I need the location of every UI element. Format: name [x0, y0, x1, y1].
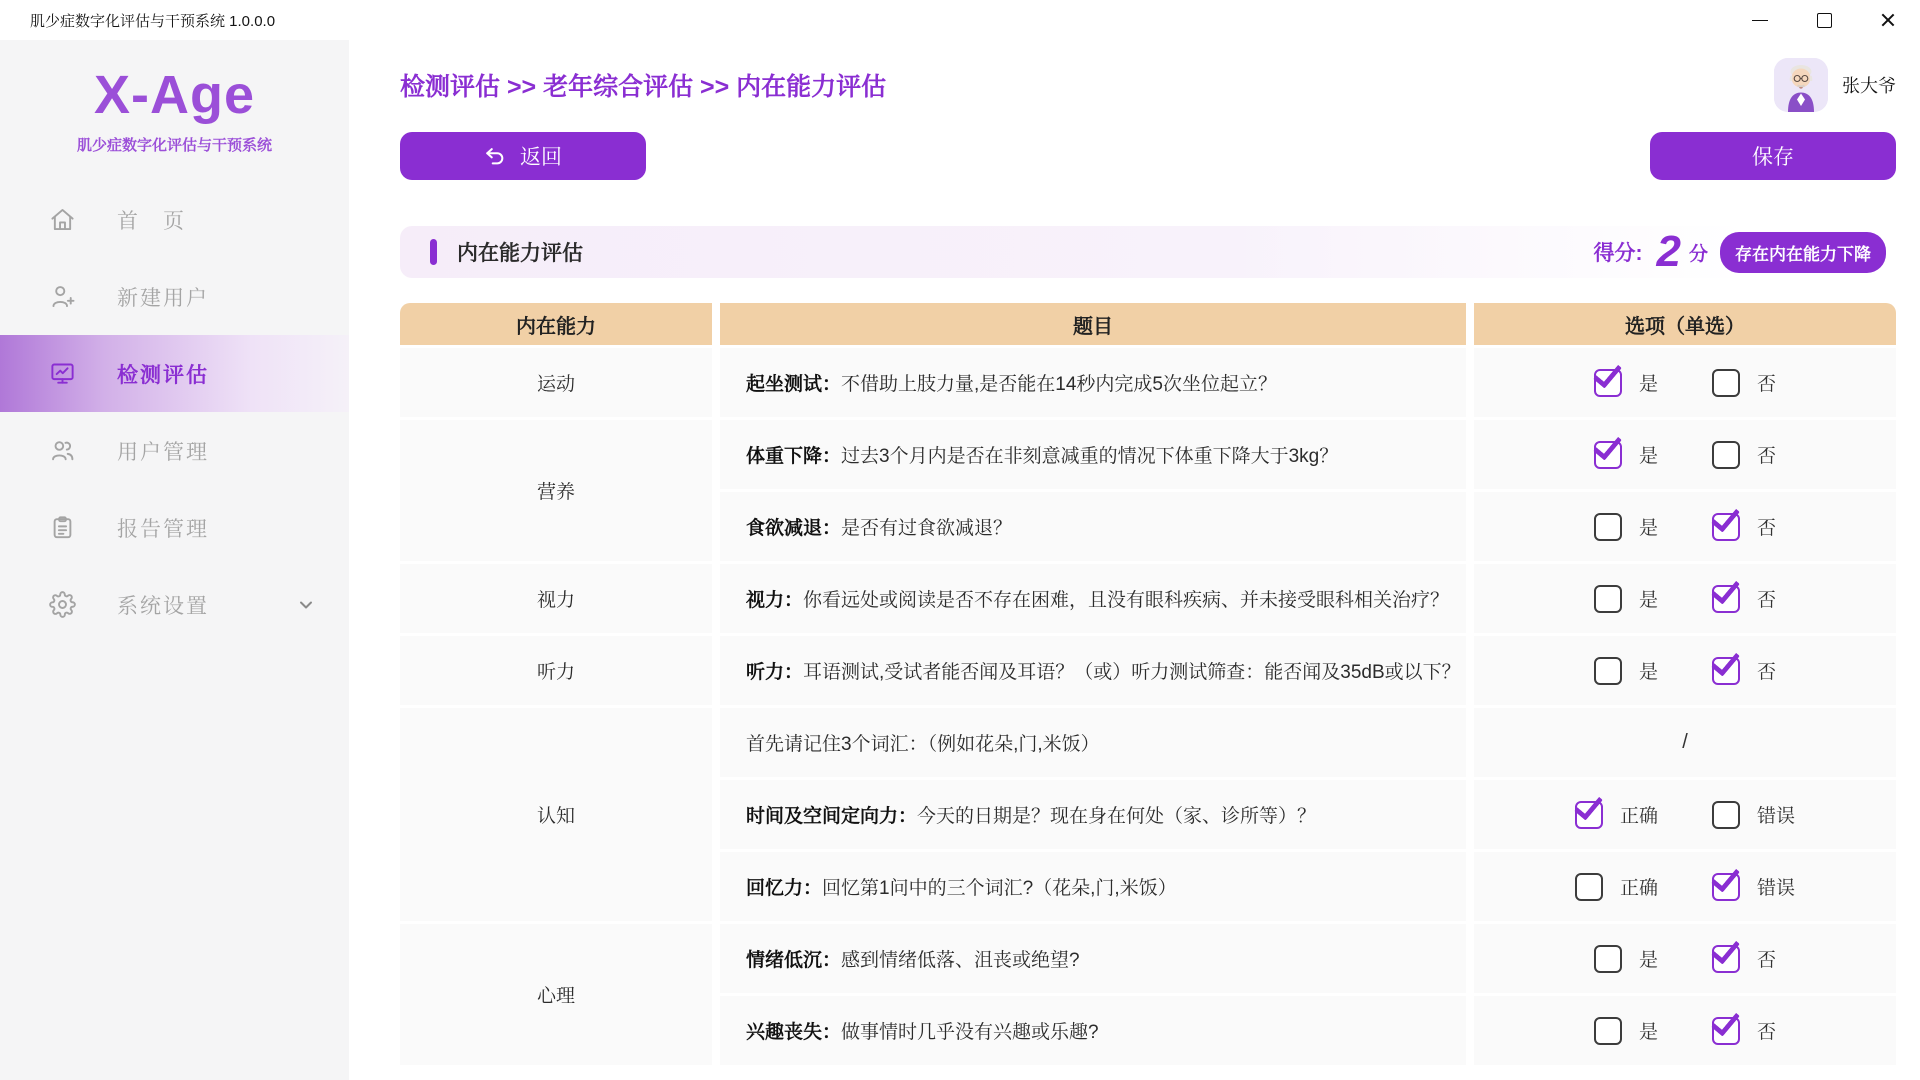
checkbox-correct[interactable]: [1575, 873, 1603, 901]
question-cell: [720, 708, 1466, 777]
back-button-label: 返回: [520, 146, 562, 169]
question-prefix: 情绪低沉：: [746, 950, 842, 971]
checkbox-correct[interactable]: [1575, 801, 1603, 829]
sidebar: [0, 40, 349, 1080]
back-button[interactable]: [400, 132, 646, 180]
category-cell: 心理: [400, 924, 712, 1065]
checkbox-yes[interactable]: [1594, 945, 1622, 973]
option-wrong[interactable]: 错误: [1712, 873, 1795, 901]
question-text: 耳语测试,受试者能否闻及耳语？（或）听力测试筛查：能否闻及35dB或以下？: [803, 662, 1461, 683]
option-yes[interactable]: 是: [1594, 945, 1658, 973]
option-correct[interactable]: 正确: [1575, 873, 1658, 901]
column-header-question: 题目: [720, 303, 1466, 345]
question-cell: [720, 564, 1466, 633]
checkbox-no[interactable]: [1712, 585, 1740, 613]
options-cell: [1474, 924, 1896, 993]
checkbox-no[interactable]: [1712, 657, 1740, 685]
question-prefix: 体重下降：: [746, 446, 842, 467]
option-yes[interactable]: 是: [1594, 513, 1658, 541]
users-icon: [49, 437, 76, 464]
app-logo-subtitle: 肌少症数字化评估与干预系统: [76, 137, 272, 154]
checkbox-no[interactable]: [1712, 369, 1740, 397]
option-no[interactable]: 否: [1712, 441, 1776, 469]
breadcrumb: 检测评估 >> 老年综合评估 >> 内在能力评估: [400, 73, 887, 101]
table-row: [400, 636, 1896, 705]
option-yes[interactable]: 是: [1594, 585, 1658, 613]
options-cell: [1474, 420, 1896, 489]
options-cell: [1474, 492, 1896, 561]
question-text: 回忆第1问中的三个词汇?（花朵,门,米饭）: [822, 878, 1177, 899]
table-row: [400, 348, 1896, 417]
column-header-options: 选项（单选）: [1474, 303, 1896, 345]
checkbox-yes[interactable]: [1594, 1017, 1622, 1045]
table-row: [400, 420, 1896, 489]
table-row: [400, 708, 1896, 777]
checkbox-no[interactable]: [1712, 441, 1740, 469]
option-no[interactable]: 否: [1712, 1017, 1776, 1045]
question-prefix: 视力：: [746, 590, 804, 611]
section-title: 内在能力评估: [457, 242, 583, 265]
category-cell: 认知: [400, 708, 712, 921]
title-bar: [0, 0, 1920, 40]
question-text: 是否有过食欲减退？: [841, 518, 1013, 539]
options-cell: [1474, 996, 1896, 1065]
question-prefix: 听力：: [746, 662, 804, 683]
sidebar-item-report-management[interactable]: [0, 489, 349, 566]
window-maximize-button[interactable]: [1792, 0, 1856, 40]
category-cell: 视力: [400, 564, 712, 633]
minimize-icon: [1752, 20, 1768, 21]
score-group: [1593, 227, 1887, 276]
user-name: 张大爷: [1842, 76, 1896, 96]
question-cell: [720, 636, 1466, 705]
sidebar-item-assessment[interactable]: [0, 335, 349, 412]
chevron-down-icon: [297, 596, 315, 614]
question-prefix: 起坐测试：: [746, 374, 842, 395]
sidebar-item-label: 系统设置: [117, 594, 209, 618]
window-minimize-button[interactable]: [1728, 0, 1792, 40]
sidebar-item-label: 用户管理: [117, 440, 209, 464]
section-tick-bar: [430, 239, 437, 265]
question-text: 不借助上肢力量,是否能在14秒内完成5次坐位起立？: [841, 374, 1277, 395]
question-cell: [720, 924, 1466, 993]
status-badge: 存在内在能力下降: [1720, 232, 1886, 273]
option-correct[interactable]: 正确: [1575, 801, 1658, 829]
category-cell: 运动: [400, 348, 712, 417]
options-cell: [1474, 708, 1896, 777]
option-yes[interactable]: 是: [1594, 369, 1658, 397]
question-cell: [720, 420, 1466, 489]
assessment-table: [392, 300, 1904, 1068]
checkbox-wrong[interactable]: [1712, 801, 1740, 829]
checkbox-no[interactable]: [1712, 513, 1740, 541]
option-yes[interactable]: 是: [1594, 657, 1658, 685]
question-text: 首先请记住3个词汇：（例如花朵,门,米饭）: [746, 734, 1100, 755]
score-label: 得分:: [1593, 242, 1643, 265]
sidebar-item-label: 检测评估: [117, 363, 209, 387]
section-header: [400, 226, 1896, 278]
checkbox-yes[interactable]: [1594, 369, 1622, 397]
sidebar-item-label: 报告管理: [117, 517, 209, 541]
sidebar-item-new-user[interactable]: [0, 258, 349, 335]
question-prefix: 兴趣丧失：: [746, 1022, 842, 1043]
options-cell: [1474, 564, 1896, 633]
checkbox-no[interactable]: [1712, 1017, 1740, 1045]
avatar: [1774, 58, 1828, 112]
question-text: 感到情绪低落、沮丧或绝望?: [841, 950, 1080, 971]
gear-icon: [49, 591, 76, 618]
checkbox-yes[interactable]: [1594, 657, 1622, 685]
options-cell: [1474, 348, 1896, 417]
option-wrong[interactable]: 错误: [1712, 801, 1795, 829]
question-cell: [720, 492, 1466, 561]
question-cell: [720, 996, 1466, 1065]
main-content: [349, 40, 1920, 1080]
checkbox-yes[interactable]: [1594, 585, 1622, 613]
score-value: 2: [1656, 227, 1681, 276]
sidebar-nav: [0, 181, 349, 643]
sidebar-item-label: 新建用户: [117, 286, 209, 310]
option-yes[interactable]: 是: [1594, 441, 1658, 469]
option-no[interactable]: 否: [1712, 657, 1776, 685]
question-prefix: 食欲减退：: [746, 518, 842, 539]
question-cell: [720, 852, 1466, 921]
sidebar-item-home[interactable]: [0, 181, 349, 258]
category-cell: 听力: [400, 636, 712, 705]
no-option-placeholder: /: [1682, 731, 1688, 753]
category-cell: 营养: [400, 420, 712, 561]
app-logo: X-Age: [93, 65, 255, 125]
options-cell: [1474, 636, 1896, 705]
window-title: 肌少症数字化评估与干预系统 1.0.0.0: [30, 12, 276, 30]
option-no[interactable]: 否: [1712, 369, 1776, 397]
maximize-icon: [1817, 13, 1832, 28]
question-prefix: 时间及空间定向力：: [746, 806, 918, 827]
table-row: [400, 564, 1896, 633]
home-icon: [49, 206, 76, 233]
option-no[interactable]: 否: [1712, 945, 1776, 973]
checkbox-yes[interactable]: [1594, 513, 1622, 541]
user-box: [1774, 58, 1896, 112]
assessment-table-wrap: [400, 300, 1896, 1068]
question-text: 做事情时几乎没有兴趣或乐趣?: [841, 1022, 1099, 1043]
score-unit: 分: [1688, 243, 1708, 265]
close-icon: [1880, 12, 1896, 28]
checkbox-no[interactable]: [1712, 945, 1740, 973]
checkbox-yes[interactable]: [1594, 441, 1622, 469]
save-button[interactable]: [1650, 132, 1896, 180]
question-cell: [720, 348, 1466, 417]
option-yes[interactable]: 是: [1594, 1017, 1658, 1045]
sidebar-item-user-management[interactable]: [0, 412, 349, 489]
question-text: 你看远处或阅读是否不存在困难，且没有眼科疾病、并未接受眼科相关治疗？: [803, 590, 1450, 611]
sidebar-item-label: 首 页: [117, 209, 186, 233]
report-icon: [49, 514, 76, 541]
column-header-capacity: 内在能力: [400, 303, 712, 345]
sidebar-item-system-settings[interactable]: [0, 566, 349, 643]
window-close-button[interactable]: [1856, 0, 1920, 40]
table-row: [400, 924, 1896, 993]
options-cell: [1474, 780, 1896, 849]
save-button-label: 保存: [1752, 146, 1794, 169]
return-arrow-icon: [484, 145, 506, 167]
window-controls: [1728, 0, 1920, 40]
options-cell: [1474, 852, 1896, 921]
option-no[interactable]: 否: [1712, 585, 1776, 613]
question-prefix: 回忆力：: [746, 878, 823, 899]
question-text: 过去3个月内是否在非刻意减重的情况下体重下降大于3kg？: [841, 446, 1339, 467]
option-no[interactable]: 否: [1712, 513, 1776, 541]
question-cell: [720, 780, 1466, 849]
checkbox-wrong[interactable]: [1712, 873, 1740, 901]
user-plus-icon: [49, 283, 76, 310]
monitor-chart-icon: [49, 360, 76, 387]
question-text: 今天的日期是？现在身在何处（家、诊所等）？: [917, 806, 1317, 827]
